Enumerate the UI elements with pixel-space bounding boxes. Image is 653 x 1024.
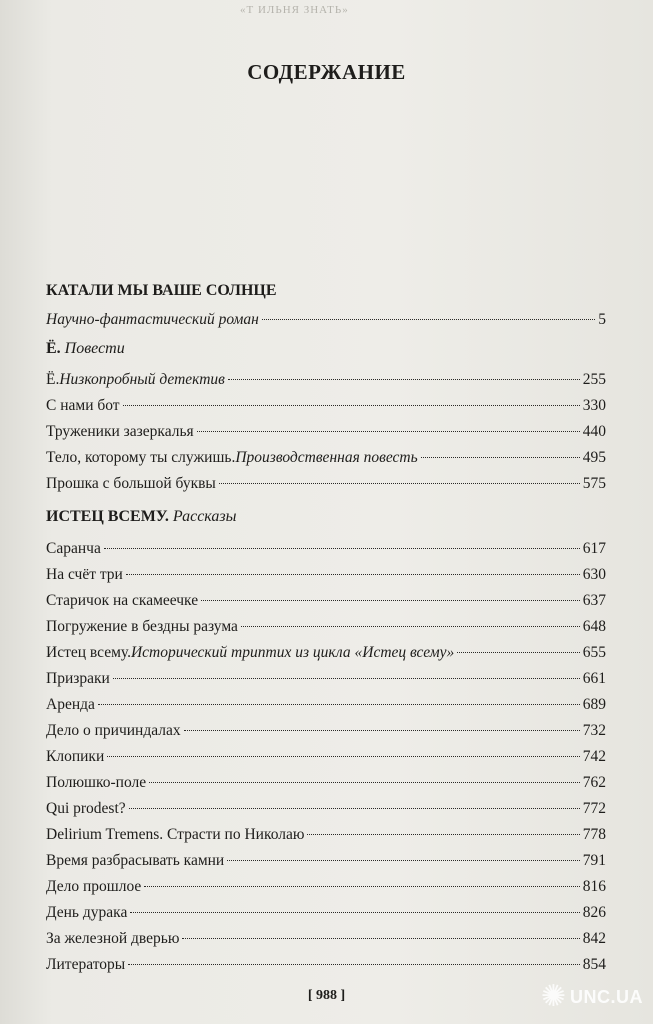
- page-number: 630: [582, 566, 606, 583]
- dot-leader: [457, 652, 580, 653]
- dot-leader: [241, 626, 580, 627]
- page-number: 255: [582, 371, 606, 388]
- toc-entry[interactable]: [46, 397, 606, 419]
- toc-entry[interactable]: [46, 930, 606, 952]
- entry-title: Клопики: [46, 748, 105, 765]
- running-head: «Т ИЛЬНЯ ЗНАТЬ»: [240, 4, 349, 16]
- entry-title: День дурака: [46, 904, 128, 921]
- entry-title: Литераторы: [46, 956, 126, 973]
- page-number: 826: [582, 904, 606, 921]
- section-title: КАТАЛИ МЫ ВАШЕ СОЛНЦЕ: [46, 282, 277, 299]
- watermark-text: UNC.UA: [570, 986, 643, 1007]
- toc-entry[interactable]: [46, 423, 606, 445]
- dot-leader: [201, 600, 580, 601]
- toc-entry[interactable]: [46, 644, 606, 666]
- toc-entry[interactable]: [46, 311, 606, 333]
- toc-entry[interactable]: [46, 670, 606, 692]
- page-number: 648: [582, 618, 606, 635]
- page-number: 495: [582, 449, 606, 466]
- toc-entry[interactable]: [46, 696, 606, 718]
- dot-leader: [184, 730, 580, 731]
- entry-title: С нами бот: [46, 397, 120, 414]
- page-number: 778: [582, 826, 606, 843]
- dot-leader: [129, 808, 580, 809]
- page-number: 816: [582, 878, 606, 895]
- section-heading: [46, 508, 236, 526]
- page-number: 854: [582, 956, 606, 973]
- dot-leader: [421, 457, 580, 458]
- page-number: 732: [582, 722, 606, 739]
- toc-entry[interactable]: [46, 371, 606, 393]
- toc-entry[interactable]: [46, 904, 606, 926]
- page-number: 5: [598, 311, 606, 328]
- section-subtitle: Рассказы: [172, 508, 237, 525]
- toc-entry[interactable]: [46, 592, 606, 614]
- page-number: 655: [582, 644, 606, 661]
- entry-subtitle: Низкопробный детектив: [59, 371, 225, 388]
- section-title: Ё.: [46, 340, 61, 357]
- entry-title: На счёт три: [46, 566, 123, 583]
- dot-leader: [128, 964, 580, 965]
- dot-leader: [182, 938, 579, 939]
- entry-title: Аренда: [46, 696, 95, 713]
- entry-title: Ё.: [46, 371, 60, 388]
- entry-title: Время разбрасывать камни: [46, 852, 225, 869]
- entry-title: Дело прошлое: [46, 878, 142, 895]
- dot-leader: [123, 405, 580, 406]
- star-icon: ✺: [540, 980, 566, 1013]
- dot-leader: [228, 379, 580, 380]
- entry-title: Прошка с большой буквы: [46, 475, 216, 492]
- entry-title: Тело, которому ты служишь.: [46, 449, 236, 466]
- entry-title: Старичок на скамеечке: [46, 592, 199, 609]
- page-number: 617: [582, 540, 606, 557]
- toc-entry[interactable]: [46, 878, 606, 900]
- toc-entry[interactable]: [46, 748, 606, 770]
- section-heading: [46, 282, 277, 300]
- entry-title: Полюшко-поле: [46, 774, 147, 791]
- entry-title: Призраки: [46, 670, 110, 687]
- entry-subtitle: Производственная повесть: [235, 449, 418, 466]
- entry-title: Саранча: [46, 540, 101, 557]
- toc-entry[interactable]: [46, 566, 606, 588]
- dot-leader: [107, 756, 580, 757]
- toc-entry[interactable]: [46, 722, 606, 744]
- page-number: 762: [582, 774, 606, 791]
- dot-leader: [197, 431, 580, 432]
- entry-title: Труженики зазеркалья: [46, 423, 194, 440]
- entry-title: За железной дверью: [46, 930, 180, 947]
- entry-subtitle: Научно-фантастический роман: [46, 311, 259, 328]
- page-title: СОДЕРЖАНИЕ: [247, 60, 406, 84]
- watermark: [541, 982, 643, 1012]
- dot-leader: [307, 834, 579, 835]
- dot-leader: [149, 782, 580, 783]
- page-number: 791: [582, 852, 606, 869]
- entry-title: Погружение в бездны разума: [46, 618, 238, 635]
- dot-leader: [262, 319, 595, 320]
- section-heading: [46, 340, 125, 358]
- toc-entry[interactable]: [46, 449, 606, 471]
- page-number: 742: [582, 748, 606, 765]
- page-number: 330: [582, 397, 606, 414]
- entry-title: Истец всему.: [46, 644, 131, 661]
- dot-leader: [126, 574, 580, 575]
- page-number: 637: [582, 592, 606, 609]
- toc-entry[interactable]: [46, 852, 606, 874]
- dot-leader: [98, 704, 580, 705]
- page-number: 842: [582, 930, 606, 947]
- entry-subtitle: Исторический триптих из цикла «Истец всему»: [130, 644, 455, 661]
- section-title: ИСТЕЦ ВСЕМУ.: [46, 508, 169, 525]
- toc-entry[interactable]: [46, 540, 606, 562]
- page-folio: [ 988 ]: [307, 988, 346, 1003]
- dot-leader: [227, 860, 580, 861]
- toc-entry[interactable]: [46, 774, 606, 796]
- dot-leader: [144, 886, 579, 887]
- toc-entry[interactable]: [46, 475, 606, 497]
- entry-title: Дело о причиндалах: [46, 722, 181, 739]
- page-number: 575: [582, 475, 606, 492]
- page-number: 440: [582, 423, 606, 440]
- page-number: 661: [582, 670, 606, 687]
- toc-entry[interactable]: [46, 826, 606, 848]
- dot-leader: [130, 912, 579, 913]
- entry-title: Delirium Tremens. Страсти по Николаю: [46, 826, 305, 843]
- dot-leader: [104, 548, 580, 549]
- entry-title: Qui prodest?: [46, 800, 126, 817]
- toc-entry[interactable]: [46, 618, 606, 640]
- toc-entry[interactable]: [46, 956, 606, 978]
- dot-leader: [113, 678, 580, 679]
- page-number: 689: [582, 696, 606, 713]
- toc-entry[interactable]: [46, 800, 606, 822]
- dot-leader: [219, 483, 580, 484]
- page-number: 772: [582, 800, 606, 817]
- section-subtitle: Повести: [64, 340, 125, 357]
